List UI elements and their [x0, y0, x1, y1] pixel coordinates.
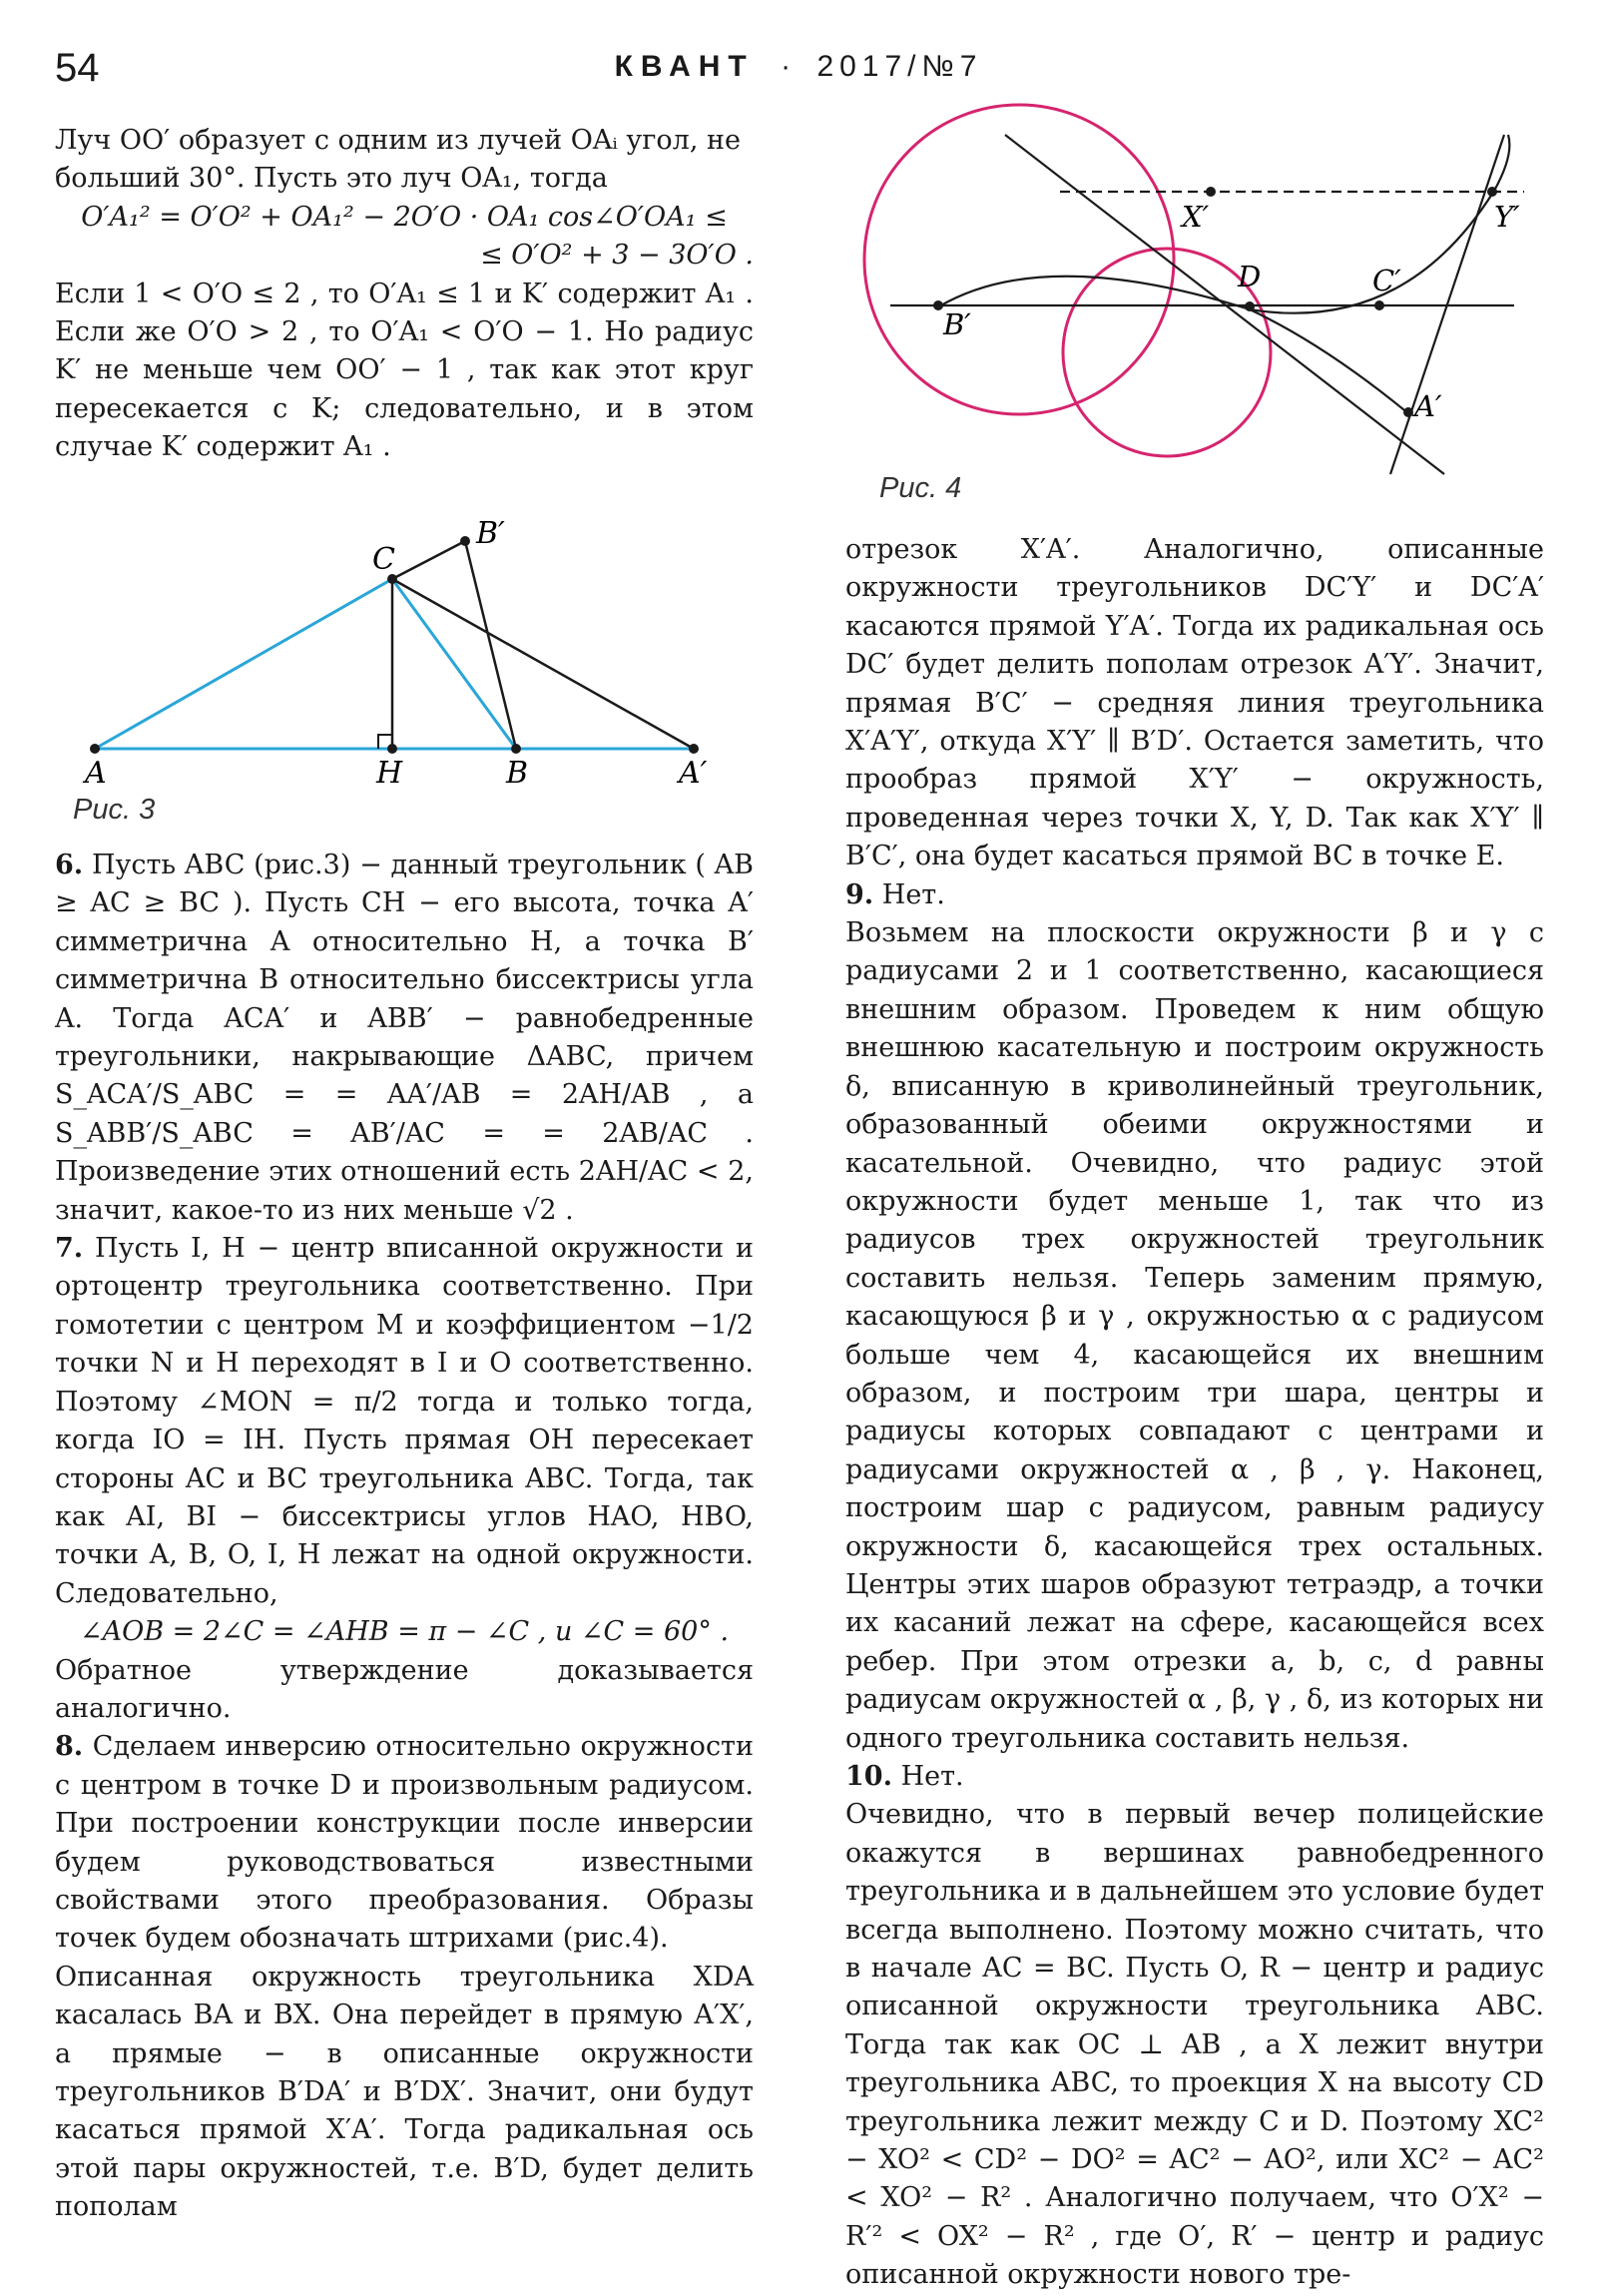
left-column-bottom [55, 847, 754, 2227]
label-b: B [506, 756, 529, 791]
paragraph-7 [55, 1230, 754, 1613]
problem-number: 9. [845, 878, 874, 910]
label-b1: B′ [943, 307, 971, 341]
point-d [1245, 301, 1255, 311]
point-c1 [1374, 300, 1384, 310]
point-y1 [1487, 187, 1497, 197]
segment-c-a1 [392, 579, 694, 749]
problem-number: 8. [55, 1731, 84, 1763]
label-x1: X′ [1182, 200, 1210, 234]
left-column-top [55, 122, 754, 467]
label-h: H [376, 756, 403, 791]
label-c1: C′ [1372, 264, 1401, 297]
label-d: D [1238, 260, 1262, 293]
text-line: больший 30°. Пусть это луч OA₁, тогда [55, 163, 608, 195]
answer: Нет. [881, 878, 945, 910]
point-b1 [460, 536, 470, 546]
label-a: A [85, 756, 107, 791]
figure-4 [845, 95, 1544, 504]
problem-number: 6. [55, 850, 84, 880]
figure-3-caption: Рис. 3 [73, 794, 156, 826]
formula-angle: ∠AOB = 2∠C = ∠AHB = π − ∠C , и ∠C = 60° . [79, 1616, 730, 1648]
journal-title [0, 50, 1597, 84]
journal-issue: 2017/№7 [816, 50, 983, 83]
point-b [511, 744, 521, 754]
paragraph-text: Пусть ABC (рис.3) − данный треугольник ( AB ≥ AC ≥ BC ). Пусть CH − его высота, точка A′ симметрична A относительно H, а точка B′ симметрична B относительно биссектрисы угла A. Тогда ACA′ и ABB′ − равнобедренные треугольники, накрывающие ΔABC, причем S_ACA′/S_ABC = = AA′/AB = 2AH/AB , а S_ABB′/S_ABC = AB′/AC = = 2AB/AC . Произведение этих отношений есть 2AH/AC < 2, значит, какое-то из них меньше √2 . [55, 850, 754, 1226]
paragraph-6 [55, 847, 754, 1230]
label-y1: Y′ [1494, 200, 1520, 234]
figure-4-caption: Рис. 4 [879, 472, 962, 504]
problem-10-heading [845, 1758, 1544, 1796]
journal-name: КВАНТ [614, 50, 755, 83]
paragraph: Если 1 < O′O ≤ 2 , то O′A₁ ≤ 1 и K′ содержит A₁ . Если же O′O > 2 , то O′A₁ < O′O − 1. Но радиус K′ не меньше чем OO′ − 1 , так как этот круг пересекается с K; следовательно, и в этом случае K′ содержит A₁ . [55, 278, 754, 463]
label-a1: A′ [679, 756, 708, 791]
problem-number: 10. [845, 1761, 892, 1792]
answer: Нет. [900, 1761, 964, 1792]
figure-4-drawing [845, 95, 1544, 504]
figure-3 [55, 517, 764, 837]
circle-large [864, 105, 1174, 414]
formula-bound: ≤ O′O² + 3 − 3O′O . [480, 240, 754, 272]
segment-a-c [95, 579, 392, 749]
right-column [845, 531, 1544, 2295]
paragraph: Описанная окружность треугольника XDA касалась BA и BX. Она перейдет в прямую A′X′, а прямые − в описанные окружности треугольников B′DA′ и B′DX′. Значит, они будут касаться прямой X′A′. Тогда радикальная ось этой пары окружностей, т.е. B′D, будет делить пополам [55, 1961, 754, 2223]
point-a1 [689, 744, 699, 754]
label-a1: A′ [1414, 389, 1442, 423]
segment-c-b1 [392, 541, 465, 579]
figure-3-drawing [55, 517, 764, 837]
formula-cosine: O′A₁² = O′O² + OA₁² − 2O′O · OA₁ cos∠O′OA₁ ≤ [81, 201, 728, 233]
point-a1 [1403, 407, 1413, 417]
segment-c-b [392, 579, 516, 749]
page-header [0, 40, 1597, 100]
paragraph-10: Очевидно, что в первый вечер полицейские окажутся в вершинах равнобедренного треугольника и в дальнейшем это условие будет всегда выполнено. Поэтому можно считать, что в начале AC = BC. Пусть O, R − центр и радиус описанной окружности треугольника ABC. Тогда так как OC ⊥ AB , а X лежит внутри треугольника ABC, то проекция X на высоту CD треугольника лежит между C и D. Поэтому XC² − XO² < CD² − DO² = AC² − AO², или XC² − AC² < XO² − R² . Аналогично получаем, что O′X² − R′² < OX² − R² , где O′, R′ − центр и радиус описанной окружности нового тре- [845, 1799, 1544, 2291]
paragraph-8 [55, 1728, 754, 1958]
paragraph: Обратное утверждение доказывается аналогично. [55, 1654, 754, 1724]
point-b1 [933, 300, 943, 310]
label-b1: B′ [476, 517, 505, 551]
problem-9-heading [845, 876, 1544, 914]
point-a [90, 744, 100, 754]
label-c: C [372, 542, 395, 577]
header-separator: · [781, 50, 792, 83]
paragraph: отрезок X′A′. Аналогично, описанные окружности треугольников DC′Y′ и DC′A′ касаются прямой Y′A′. Тогда их радикальная ось DC′ будет делить пополам отрезок A′Y′. Значит, прямая B′C′ − средняя линия треугольника X′A′Y′, откуда X′Y′ ∥ B′D′. Остается заметить, что прообраз прямой X′Y′ − окружность, проведенная через точки X, Y, D. Так как X′Y′ ∥ B′C′, она будет касаться прямой BC в точке E. [845, 534, 1544, 872]
paragraph-9: Возьмем на плоскости окружности β и γ с радиусами 2 и 1 соответственно, касающиеся внешним образом. Проведем к ним общую внешнюю касательную и построим окружность δ, вписанную в криволинейный треугольник, образованный обеими окружностями и касательной. Очевидно, что радиус этой окружности будет меньше 1, так что из радиусов трех окружностей треугольник составить нельзя. Теперь заменим прямую, касающуюся β и γ , окружностью α с радиусом больше чем 4, касающейся их внешним образом, и построим три шара, центры и радиусы которых совпадают с центрами и радиусами окружностей α , β , γ. Наконец, построим шар с радиусом, равным радиусу окружности δ, касающейся трех остальных. Центры этих шаров образуют тетраэдр, а точки их касаний лежат на сфере, касающейся всех ребер. При этом отрезки a, b, c, d равны радиусам окружностей α , β, γ , δ, из которых ни одного треугольника составить нельзя. [845, 917, 1544, 1754]
problem-number: 7. [55, 1233, 84, 1265]
paragraph-text: Пусть I, H − центр вписанной окружности и ортоцентр треугольника соответственно. При гомотетии с центром M и коэффициентом −1/2 точки N и H переходят в I и O соответственно. Поэтому ∠MON = π/2 тогда и только тогда, когда IO = IH. Пусть прямая OH пересекает стороны AC и BC треугольника ABC. Тогда, так как AI, BI − биссектрисы углов HAO, HBO, точки A, B, O, I, H лежат на одной окружности. Следовательно, [55, 1233, 754, 1609]
point-x1 [1206, 187, 1216, 197]
point-h [387, 744, 397, 754]
paragraph-text: Сделаем инверсию относительно окружности с центром в точке D и произвольным радиусом. При построении конструкции после инверсии будем руководствоваться известными свойствами этого преобразования. Образы точек будем обозначать штрихами (рис.4). [55, 1731, 754, 1955]
arc-d-a1 [1250, 309, 1409, 414]
text-line: Луч OO′ образует с одним из лучей OAᵢ угол, не [55, 125, 741, 156]
page-number: 54 [55, 46, 100, 90]
